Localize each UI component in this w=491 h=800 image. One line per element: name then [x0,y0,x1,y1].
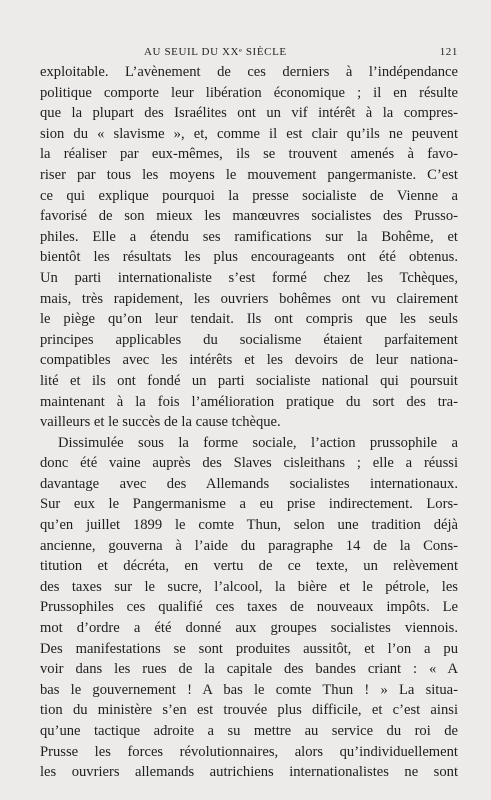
text-line: ancienne, gouverna à l’aide du paragraphe 14 de la Cons- [40,537,458,554]
text-line: maintenant à la fois l’amélioration pratique du sort des tra- [40,393,458,410]
text-line: qu’une tactique adroite a su mettre au service du roi de [40,723,458,739]
text-line: titution et décréta, en vertu de ce texte, un relèvement [40,558,458,575]
text-line: le piège qu’on leur tendait. Ils ont compris que les seuls [40,311,458,328]
text-line: Sur eux le Pangermanisme a eu prise indirectement. Lors- [40,496,458,513]
paragraph-first-line: Dissimulée sous la forme sociale, l’action prussophile a [58,434,458,451]
text-line: exploitable. L’avènement de ces derniers à l’indépendance [40,64,458,80]
text-line: qu’en juillet 1899 le comte Thun, selon une tradition déjà [40,517,458,534]
text-line: bas le gouvernement ! A bas le comte Thun ! » La situa- [40,681,458,698]
text-line: favorisé de son mieux les manœuvres socialistes des Prusso- [40,208,458,225]
text-line: sion du « slavisme », et, comme il est clair qu’ils ne peuvent [40,125,458,142]
text-line: davantage avec des Allemands socialistes internationaux. [40,475,458,492]
text-line: compatibles avec les intérêts et les devoirs de leur nationa- [40,352,458,369]
text-line: donc été vaine auprès des Slaves cisleithans ; elle a réussi [40,455,458,472]
text-line: que la plupart des Israélites ont un vif intérêt à la compres- [40,105,458,122]
text-line: mot d’ordre a été donné aux groupes socialistes viennois. [40,620,458,637]
text-line: Un parti internationaliste s’est formé chez les Tchèques, [40,269,458,286]
page-number: 121 [439,46,458,58]
text-line: riser par tous les moyens le mouvement pangermaniste. C’est [40,166,458,183]
text-line: bientôt les résultats les plus encourageants ont été obtenus. [40,249,458,266]
text-line: Prusse les forces révolutionnaires, alors qu’individuellement [40,743,458,760]
text-line: politique comporte leur libération économique ; il en résulte [40,84,458,101]
text-line: mais, très rapidement, les ouvriers bohêmes ont vu clairement [40,290,458,307]
running-head [40,46,458,62]
text-line: philes. Elle a étendu ses ramifications sur la Bohême, et [40,228,458,245]
text-line: ce qui explique pourquoi la presse socialiste de Vienne a [40,187,458,204]
body-text [40,62,458,783]
text-line: Des manifestations se sont produites aussitôt, et l’on a pu [40,640,458,657]
text-line: principes applicables du socialisme étaient parfaitement [40,331,458,348]
text-line: Prussophiles ces qualifié ces taxes de nouveaux impôts. Le [40,599,458,616]
text-line: des taxes sur le sucre, l’alcool, la bière et le pétrole, les [40,578,458,595]
text-line: tion du ministère s’en est trouvée plus difficile, et c’est ainsi [40,702,458,719]
text-line: les ouvriers allemands autrichiens internationalistes ne sont [40,764,458,781]
text-line: voir dans les rues de la capitale des bandes criant : « A [40,661,458,678]
text-line: la réaliser par eux-mêmes, ils se trouvent amenés à favo- [40,146,458,163]
running-title: AU SEUIL DU XXᵉ SIÈCLE [144,46,287,58]
text-line: vailleurs et le succès de la cause tchèque. [40,414,281,431]
text-line: lité et ils ont fondé un parti socialiste national qui poursuit [40,372,458,389]
